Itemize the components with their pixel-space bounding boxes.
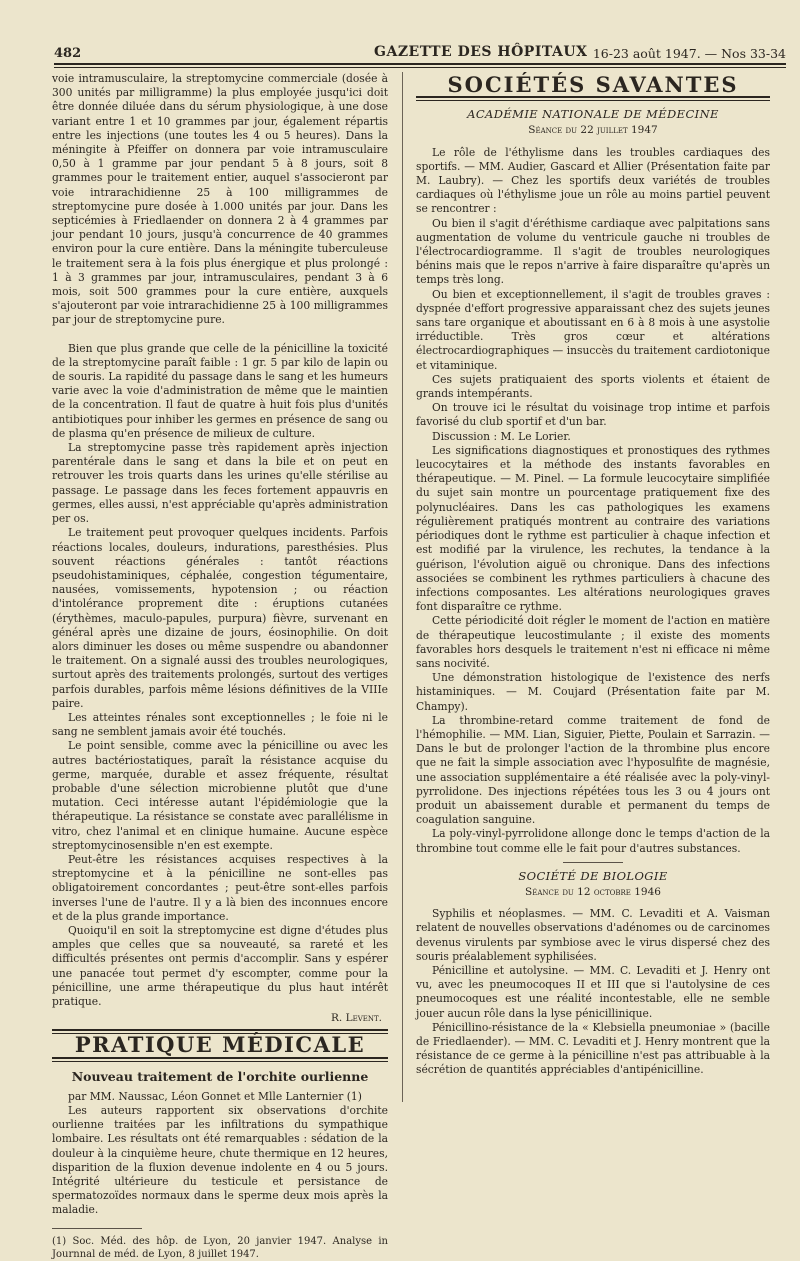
paragraph: Quoiqu'il en soit la streptomycine est digne d'études plus amples que celles que sa nouveauté, sa rareté et les difficultés présentes ont permis d'accomplir. Sans y espérer une panacée tout permet d'y escompter, comme pour la pénicilline, une arme thérapeutique du plus haut intérêt pratique. — [52, 923, 388, 1008]
paragraph: Ou bien il s'agit d'éréthisme cardiaque avec palpitations sans augmentation de volume du ventricule gauche ni troubles de l'électrocardiogramme. Il s'agit de troubles neurologiques bénins mais que le repos n'arrive à faire disparaître qu'après un temps très long. — [416, 216, 770, 287]
left-column — [52, 72, 388, 1261]
paragraph: voie intramusculaire, la streptomycine commerciale (dosée à 300 unités par milligramme) la plus employée jusqu'ici doit être donnée diluée dans du sérum physiologique, à une dose variant entre 1 et 10 grammes par jour, également répartis entre les injections (une toutes les 4 ou 5 heures). Dans la méningite à Pfeiffer on donnera par voie intramusculaire 0,50 à 1 gramme par jour pendant 5 à 8 jours, soit 8 grammes pour le traitement entier, auquel s'associeront par voie intrarachidienne 25 à 100 milligrammes de streptomycine pure dosée à 1.000 unités par jour. Dans les septicémies à Friedlaender on donnera 2 à 4 grammes par jour pendant 10 jours, jusqu'à concurrence de 40 grammes environ pour la cure entière. Dans la méningite tuberculeuse le traitement sera à la fois plus énergique et plus prolongé : 1 à 3 grammes par jour, intramusculaires, pendant 3 à 6 mois, soit 500 grammes pour la cure entière, auxquels s'ajouteront par voie intrarachidienne 25 à 100 milligrammes par jour de streptomycine pure. — [52, 72, 388, 327]
column-divider — [402, 72, 403, 1102]
footnote: (1) Soc. Méd. des hôp. de Lyon, 20 janvier 1947. Analyse in Journnal de méd. de Lyon, 8 juillet 1947. — [52, 1235, 388, 1260]
paragraph: Le point sensible, comme avec la pénicilline ou avec les autres bactériostatiques, paraît la résistance acquise du germe, marquée, durable et assez fréquente, résultat probable d'une sélection microbienne plutôt que d'une mutation. Ceci intéresse autant l'épidémiologie que la thérapeutique. La résistance se constate avec parallélisme in vitro, chez l'animal et en clinique humaine. Aucune espèce streptomycinosensible n'en est exempte. — [52, 739, 388, 852]
paragraph: Ces sujets pratiquaient des sports violents et étaient de grands intempérants. — [416, 372, 770, 401]
article-title: Nouveau traitement de l'orchite ourlienne — [71, 1068, 369, 1084]
paragraph: La streptomycine passe très rapidement après injection parentérale dans le sang et dans la bile et on peut en retrouver les trois quarts dans les urines qu'elle stérilise au passage. Le passage dans les feces fortement appauvris en germes, elles aussi, n'est appréciable qu'après administration per os. — [52, 441, 388, 526]
footnote-rule — [52, 1228, 142, 1229]
paragraph: La thrombine-retard comme traitement de fond de l'hémophilie. — MM. Lian, Siguier, Piette, Poulain et Sarrazin. — Dans le but de prolonger l'action de la thrombine plus encore que ne fait la simple association avec l'hyposulfite de magnésie, une association supplémentaire a été réalisée avec la poly-vinyl-pyrrolidone. Des injections répétées tous les 3 ou 4 jours ont produit un abaissement durable et permanent du temps de coagulation sanguine. — [416, 713, 770, 827]
paragraph: Syphilis et néoplasmes. — MM. C. Levaditi et A. Vaisman relatent de nouvelles observations d'adénomes ou de carcinomes devenus virulents par symbiose avec le virus dispersé chez des souris préalablement syphilisées. — [416, 907, 770, 963]
paragraph: Discussion : M. Le Lorier. — [432, 429, 571, 443]
section-rule — [52, 1057, 388, 1062]
issue-date: 16-23 août 1947. — Nos 33-34 — [592, 46, 786, 61]
paragraph: Les significations diagnostiques et pronostiques des rythmes leucocytaires et la méthode des instants favorables en thérapeutique. — M. Pinel. — La formule leucocytaire simplifiée du sujet sain montre un pourcentage pratiquement fixe des polynucléaires. Dans les cas pathologiques les examens régulièrement pratiqués montrent au contraire des variations périodiques dont le rythme est particulier à chaque infection et est modifié par la virulence, les rechutes, la tendance à la guérison, l'évolution aiguë ou chronique. Dans des infections associées se combinent les rythmes particuliers à chacune des infections composantes. Les altérations neurologiques graves font disparaître ce rythme. — [416, 443, 770, 614]
paragraph: Pénicillino-résistance de la « Klebsiella pneumoniae » (bacille de Friedlaender). — MM. C. Levaditi et J. Henry montrent que la résistance de ce germe à la pénicilline n'est pas attribuable à la sécrétion de quantités appréciables d'antipénicilline. — [416, 1020, 770, 1077]
biology-society-name: SOCIÉTÉ DE BIOLOGIE — [518, 868, 668, 883]
journal-title: GAZETTE DES HÔPITAUX — [374, 44, 588, 60]
academy-session: Séance du 22 juillet 1947 — [528, 124, 658, 137]
signature: R. Levent. — [331, 1012, 382, 1025]
right-column — [416, 72, 770, 1078]
section-title-pratique: PRATIQUE MÉDICALE — [74, 1032, 366, 1058]
paragraph: Bien que plus grande que celle de la pénicilline la toxicité de la streptomycine paraît faible : 1 gr. 5 par kilo de lapin ou de souris. La rapidité du passage dans le sang et les humeurs varie avec la voie d'administration de même que le maintien de la concentration. Il faut de quatre à huit fois plus d'unités antibiotiques pour inhiber les germes en présence de sang ou de plasma qu'en présence de milieux de culture. — [52, 341, 388, 440]
paragraph: On trouve ici le résultat du voisinage trop intime et parfois favorisé du club sportif et d'un bar. — [416, 401, 770, 429]
academy-name: ACADÉMIE NATIONALE DE MÉDECINE — [467, 107, 719, 122]
paragraph: Les atteintes rénales sont exceptionnelles ; le foie ni le sang ne semblent jamais avoir été touchés. — [52, 710, 388, 739]
header-rule — [54, 63, 786, 65]
biology-session: Séance du 12 octobre 1946 — [525, 885, 661, 898]
separator-rule — [563, 862, 623, 863]
paragraph: Pénicilline et autolysine. — MM. C. Levaditi et J. Henry ont vu, avec les pneumocoques II et III que si l'autolysine de ces pneumocoques est une réalité incontestable, elle ne semble jouer aucun rôle dans la lyse pénicillinique. — [416, 963, 770, 1020]
paragraph: Ou bien et exceptionnellement, il s'agit de troubles graves : dyspnée d'effort progressive apparaissant chez des sujets jeunes sans tare organique et aboutissant en 6 à 8 mois à une asystolie irréductible. Très gros cœur et altérations électrocardiographiques — insuccès du traitement cardiotonique et vitaminique. — [416, 287, 770, 372]
page-number: 482 — [54, 46, 82, 61]
paragraph: La poly-vinyl-pyrrolidone allonge donc le temps d'action de la thrombine tout comme elle le fait pour d'autres substances. — [416, 827, 770, 855]
running-header — [54, 42, 786, 64]
header-rule-thin — [54, 67, 786, 68]
article-body: Les auteurs rapportent six observations d'orchite ourlienne traitées par les infiltrations du sympathique lombaire. Les résultats ont été remarquables : sédation de la douleur à la cinquième heure, chute thermique en 12 heures, disparition de la fluxion devenue indolente en 4 ou 5 jours. Intégrité ultérieure du testicule et persistance de spermatozoïdes normaux dans le sperme deux mois après la maladie. — [52, 1104, 388, 1217]
paragraph: Une démonstration histologique de l'existence des nerfs histaminiques. — M. Coujard (Présentation faite par M. Champy). — [416, 671, 770, 713]
paragraph: Peut-être les résistances acquises respectives à la streptomycine et à la pénicilline ne sont-elles pas obligatoirement concordantes ; peut-être sont-elles parfois inverses l'une de l'autre. Il y a là bien des inconnues encore et de la plus grande importance. — [52, 852, 388, 923]
paragraph: Le rôle de l'éthylisme dans les troubles cardiaques des sportifs. — MM. Audier, Gascard et Allier (Présentation faite par M. Laubry). — Chez les sportifs deux variétés de troubles cardiaques où l'éthylisme joue un rôle au moins partiel peuvent se rencontrer : — [416, 145, 770, 216]
paragraph: Le traitement peut provoquer quelques incidents. Parfois réactions locales, douleurs, indurations, paresthésies. Plus souvent réactions générales : tantôt réactions pseudohistaminiques, céphalée, congestion tégumentaire, nausées, vomissements, hypotension ; ou réaction d'intolérance proprement dite : éruptions cutanées (érythèmes, maculo-papules, purpura) fièvre, survenant en général après une dizaine de jours, éosinophilie. On doit alors diminuer les doses ou même suspendre ou abandonner le traitement. On a signalé aussi des troubles neurologiques, surtout après des traitements prolongés, surtout des vertiges parfois durables, parfois même lésions définitives de la VIIIe paire. — [52, 526, 388, 710]
article-authors: par MM. Naussac, Léon Gonnet et Mlle Lanternier (1) — [68, 1089, 362, 1103]
paragraph: Cette périodicité doit régler le moment de l'action en matière de thérapeutique leucostimulante ; il existe des moments favorables hors desquels le traitement n'est ni efficace ni même sans nocivité. — [416, 614, 770, 670]
section-title-societes: SOCIÉTÉS SAVANTES — [447, 72, 739, 97]
